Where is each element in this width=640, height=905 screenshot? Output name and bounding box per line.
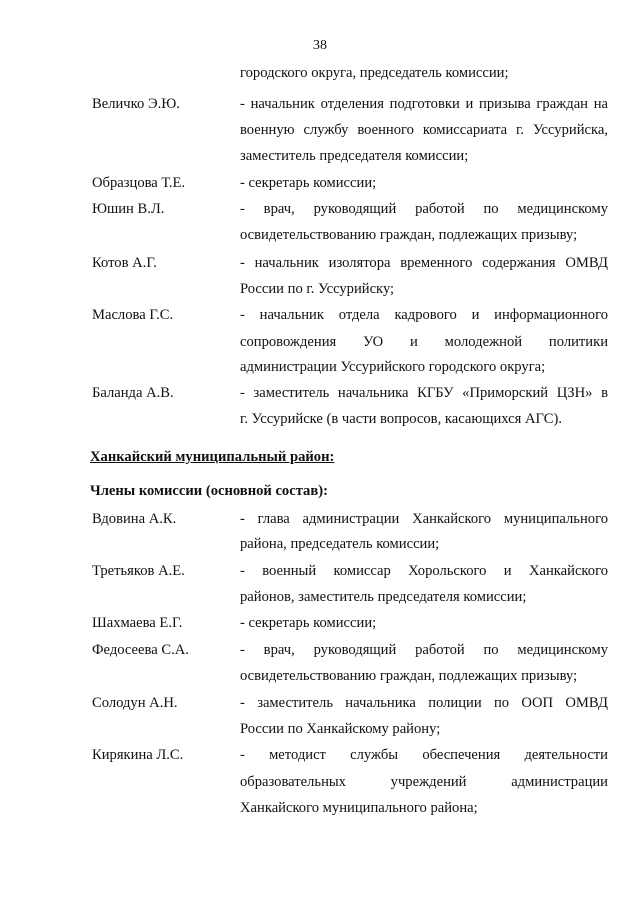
member-name: Величко Э.Ю. [92, 96, 180, 112]
member-desc-line: освидетельствованию граждан, подлежащих призыву; [240, 227, 578, 243]
member-name: Юшин В.Л. [92, 201, 165, 217]
member-name: Федосеева С.А. [92, 642, 189, 658]
member-name: Солодун А.Н. [92, 695, 178, 711]
member-desc-line: освидетельствованию граждан, подлежащих призыву; [240, 668, 578, 684]
member-name: Шахмаева Е.Г. [92, 615, 183, 631]
member-desc-line: - глава администрации Ханкайского муниципального [240, 511, 608, 527]
member-name: Кирякина Л.С. [92, 747, 184, 763]
member-desc-line: - врач, руководящий работой по медицинскому [240, 201, 608, 217]
member-desc-line: - начальник отдела кадрового и информационного [240, 307, 608, 323]
member-name: Вдовина А.К. [92, 511, 177, 527]
member-name: Третьяков А.Е. [92, 563, 185, 579]
member-desc-line: г. Уссурийске (в части вопросов, касающихся АГС). [240, 411, 563, 427]
section-title: Ханкайский муниципальный район: [90, 449, 335, 465]
member-desc-line: Ханкайского муниципального района; [240, 800, 478, 816]
member-desc-line: военную службу военного комиссариата г. Уссурийска, [240, 122, 608, 138]
member-desc-line: - секретарь комиссии; [240, 175, 377, 191]
member-desc-line: - заместитель начальника КГБУ «Приморский ЦЗН» в [240, 385, 608, 401]
member-desc-line: - методист службы обеспечения деятельности [240, 747, 608, 763]
member-desc-line: заместитель председателя комиссии; [240, 148, 469, 164]
member-name: Маслова Г.С. [92, 307, 174, 323]
page-number: 38 [313, 38, 327, 53]
member-desc-line: России по г. Уссурийску; [240, 281, 395, 297]
member-desc-line: района, председатель комиссии; [240, 536, 440, 552]
member-desc-line: - начальник изолятора временного содержания ОМВД [240, 255, 608, 271]
member-desc-line: образовательных учреждений администрации [240, 774, 608, 790]
member-desc-line: - врач, руководящий работой по медицинскому [240, 642, 608, 658]
member-desc-line: сопровождения УО и молодежной политики [240, 334, 608, 350]
member-name: Баланда А.В. [92, 385, 174, 401]
continuation-line: городского округа, председатель комиссии; [240, 65, 509, 81]
member-desc-line: - секретарь комиссии; [240, 615, 377, 631]
member-desc-line: администрации Уссурийского городского округа; [240, 359, 546, 375]
section-subtitle: Члены комиссии (основной состав): [90, 483, 328, 499]
member-desc-line: районов, заместитель председателя комиссии; [240, 589, 527, 605]
member-desc-line: - военный комиссар Хорольского и Ханкайского [240, 563, 608, 579]
member-desc-line: - начальник отделения подготовки и призыва граждан на [240, 96, 608, 112]
member-desc-line: - заместитель начальника полиции по ООП ОМВД [240, 695, 608, 711]
member-desc-line: России по Ханкайскому району; [240, 721, 441, 737]
member-name: Котов А.Г. [92, 255, 157, 271]
member-name: Образцова Т.Е. [92, 175, 186, 191]
